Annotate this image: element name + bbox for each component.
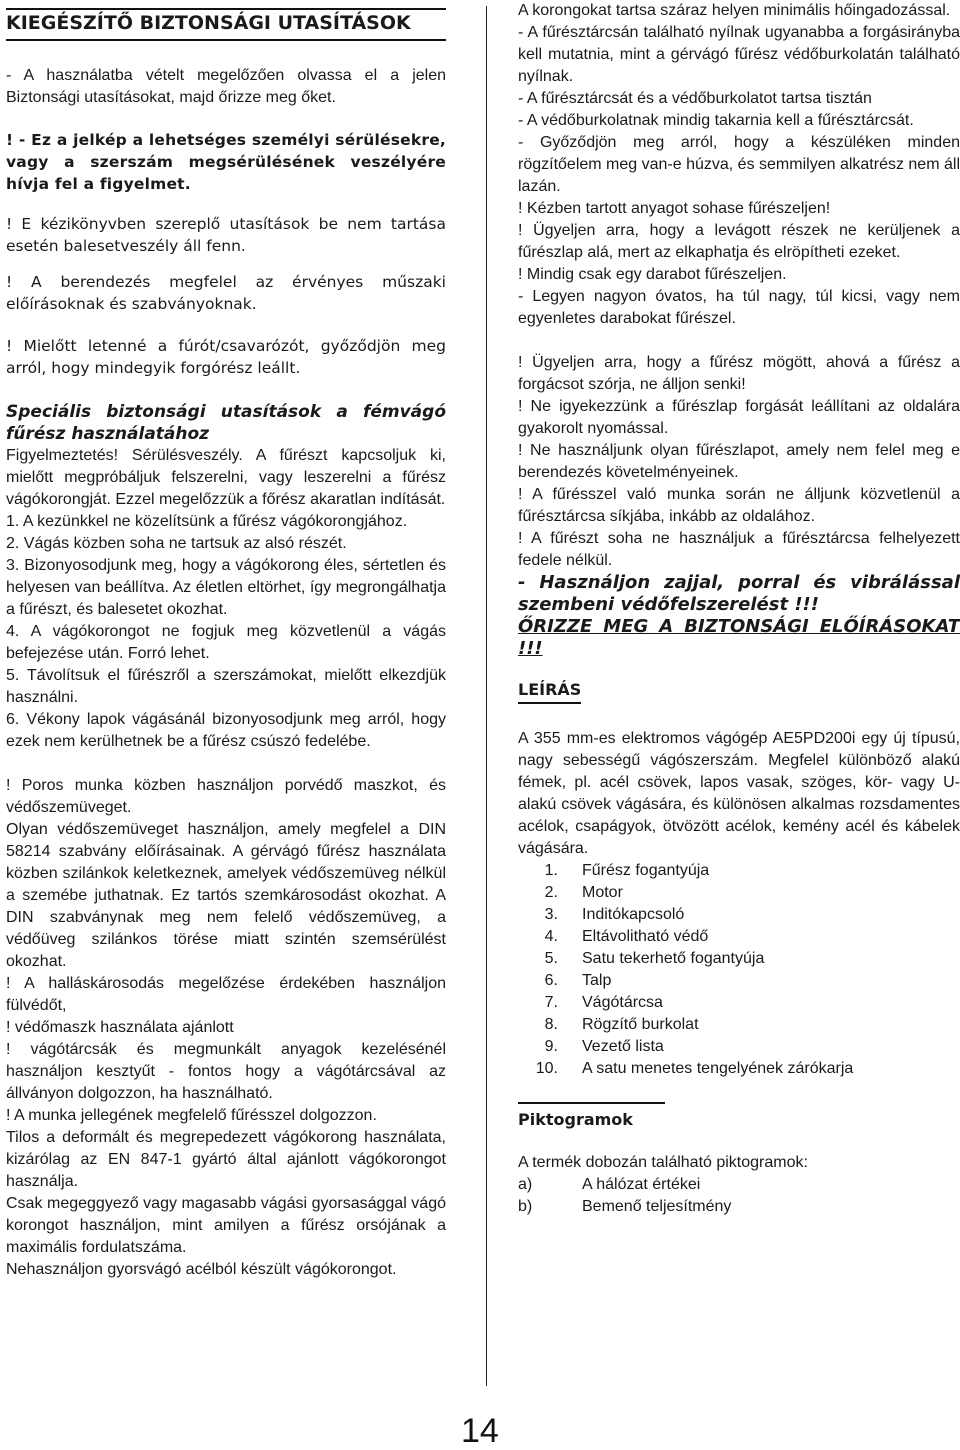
description-heading: LEÍRÁS (518, 680, 581, 704)
pictograms-list (518, 1174, 960, 1218)
list-item: 1. Fűrész fogantyúja (544, 862, 710, 879)
section-title: Speciális biztonsági utasítások a fémvágó fűrész használatához (6, 402, 446, 444)
special-instruction: 5. Távolítsuk el fűrészről a szerszámokat, mielőtt elkezdjük használni. (6, 667, 446, 706)
special-instruction: 3. Bizonyosodjunk meg, hogy a vágókorong éles, sértetlen és helyesen van beállítva. Az életlen eltörhet, így megrongálhatja a fűrészt, és balesetet okozhat. (6, 557, 446, 618)
special-instruction: 4. A vágókorongot ne fogjuk meg közvetlenül a vágás befejezése után. Forró lehet. (6, 623, 446, 662)
rule-item: ! A fűrésszel való munka során ne álljunk közvetlenül a fűrésztárcsa síkjába, inkább az oldalához. (518, 486, 960, 525)
page-title: KIEGÉSZÍTŐ BIZTONSÁGI UTASÍTÁSOK (6, 8, 446, 41)
mask-note: ! védőmaszk használata ajánlott (6, 1019, 234, 1036)
pictograms-heading: Piktogramok (518, 1110, 633, 1129)
manual-warning: ! E kézikönyvben szereplő utasítások be nem tartása esetén balesetveszély áll fenn. (6, 215, 446, 255)
parts-list (518, 860, 960, 1080)
saw-choice-note: ! A munka jellegének megfelelő fűrésszel dolgozzon. (6, 1107, 377, 1124)
list-item: 4. Eltávolitható védő (544, 928, 709, 945)
right-column (518, 0, 960, 1218)
protective-gear-warning: - Használjon zajjal, porral és vibrálással szembeni védőfelszerelést !!! (518, 572, 960, 615)
list-item: 5. Satu tekerhető fogantyúja (544, 950, 765, 967)
keep-instructions-heading: ŐRIZZE MEG A BIZTONSÁGI ELŐÍRÁSOKAT !!! (518, 616, 960, 659)
storage-note: A korongokat tartsa száraz helyen minimális hőingadozással. (518, 2, 951, 19)
disc-speed-note: Csak megeggyező vagy magasabb vágási gyorsasággal vágó korongot használjon, mint amilyen a fűrész orsójának a maximális fordulatszáma. (6, 1195, 446, 1256)
rule-item: ! Kézben tartott anyagot sohase fűrészeljen! (518, 200, 831, 217)
list-item: b) Bemenő teljesítmény (518, 1198, 732, 1215)
list-item: 3. Inditókapcsoló (544, 906, 685, 923)
rule-item: ! Ne használjunk olyan fűrészlapot, amely nem felel meg e berendezés követelményeinek. (518, 442, 960, 481)
rule-item: ! Ne igyekezzünk a fűrészlap forgását leállítani az oldalára gyakorolt nyomással. (518, 398, 960, 437)
disc-condition-note: Tilos a deformált és megrepedezett vágókorong használata, kizárólag az EN 847-1 gyártó által ajánlott vágókorongot használja. (6, 1129, 446, 1190)
pictograms-intro: A termék dobozán található piktogramok: (518, 1154, 808, 1171)
description-text: A 355 mm-es elektromos vágógép AE5PD200i egy új típusú, nagy sebességű vágószerszám. Megfelel különböző alakú fémek, pl. acél csövek, lapos vasak, szöges, kör- vagy U-alakú csövek vágására, és különösen alkalmas rozsdamentes acélok, csapágyok, ötvözött acélok, kemény acél és kábelek vágására. (518, 730, 960, 857)
list-item: 8. Rögzítő burkolat (544, 1016, 699, 1033)
hearing-note: ! A halláskárosodás megelőzése érdekében használjon fülvédőt, (6, 975, 446, 1014)
rule-item: - Győződjön meg arról, hogy a készüléken minden rögzítőelem meg van-e húzva, és semmilyen alkatrész nem áll lazán. (518, 134, 960, 195)
special-instruction: Figyelmeztetés! Sérülésveszély. A fűrészt kapcsoljuk ki, mielőtt megpróbáljuk felszerelni, vagy leszerelni a fűrész vágókorongját. Ezzel megelőzzük a főrész akaratlan indítását. (6, 447, 446, 508)
goggles-note: Olyan védőszemüveget használjon, amely megfelel a DIN 58214 szabvány előírásainak. A gérvágó fűrész használata közben szilánkok keletkeznek, amelyek védőszemüveg nélkül a szemébe juthatnak. Ez tartós szemkárosodást okozhat. A DIN szabványnak meg nem felelő védőszemüveg, a védőüveg szilánkos törése miatt szintén szemsérülést okozhat. (6, 821, 446, 970)
pictograms-heading-box (518, 1102, 665, 1130)
rule-item: ! Ügyeljen arra, hogy a levágott részek ne kerüljenek a fűrészlap alá, mert az elkaphatja és elröpítheti ezeket. (518, 222, 960, 261)
list-item: 6. Talp (544, 972, 612, 989)
rule-item: - A fűrésztárcsát és a védőburkolatot tartsa tisztán (518, 90, 872, 107)
gloves-note: ! vágótárcsák és megmunkált anyagok kezelésénél használjon kesztyűt - fontos hogy a vágótárcsával az állványon dolgozzon, ha használható. (6, 1041, 446, 1102)
column-divider (486, 6, 487, 1386)
dust-mask-note: ! Poros munka közben használjon porvédő maszkot, és védőszemüveget. (6, 777, 446, 816)
symbol-warning: ! - Ez a jelkép a lehetséges személyi sérülésekre, vagy a szerszám megsérülésének veszélyére hívja fel a figyelmet. (6, 131, 446, 193)
rotor-warning: ! Mielőtt letenné a fúrót/csavarózót, győződjön meg arról, hogy mindegyik forgórész leállt. (6, 337, 446, 377)
list-item: 10. A satu menetes tengelyének zárókarja (535, 1060, 854, 1077)
rule-item: - Legyen nagyon óvatos, ha túl nagy, túl kicsi, vagy nem egyenletes darabokat fűrészel. (518, 288, 960, 327)
list-item: 7. Vágótárcsa (544, 994, 663, 1011)
intro-paragraph: - A használatba vételt megelőzően olvassa el a jelen Biztonsági utasításokat, majd őrizze meg őket. (6, 67, 446, 106)
list-item: a) A hálózat értékei (518, 1176, 701, 1193)
special-instruction: 6. Vékony lapok vágásánál bizonyosodjunk meg arról, hogy ezek nem kerülhetnek be a fűrész csúszó fedelébe. (6, 711, 446, 750)
special-instruction: 1. A kezünkkel ne közelítsünk a fűrész vágókorongjához. (6, 513, 408, 530)
rule-item: - A védőburkolatnak mindig takarnia kell a fűrésztárcsát. (518, 112, 914, 129)
rule-item: - A fűrésztárcsán található nyílnak ugyanabba a forgásirányba kell mutatnia, mint a gérvágó fűrész védőburkolatán található nyílnak. (518, 24, 960, 85)
rule-item: ! Mindig csak egy darabot fűrészeljen. (518, 266, 787, 283)
page-number: 14 (461, 1412, 499, 1450)
standards-note: ! A berendezés megfelel az érvényes műszaki előírásoknak és szabványoknak. (6, 273, 446, 313)
list-item: 2. Motor (544, 884, 623, 901)
hss-note: Nehasználjon gyorsvágó acélból készült vágókorongot. (6, 1261, 397, 1278)
special-instruction: 2. Vágás közben soha ne tartsuk az alsó részét. (6, 535, 347, 552)
rule-item: ! Ügyeljen arra, hogy a fűrész mögött, ahová a fűrész a forgácsot szórja, ne álljon senki! (518, 354, 960, 393)
rule-item: ! A fűrészt soha ne használjuk a fűrésztárcsa felhelyezett fedele nélkül. (518, 530, 960, 569)
left-column (6, 0, 446, 1281)
list-item: 9. Vezető lista (544, 1038, 664, 1055)
